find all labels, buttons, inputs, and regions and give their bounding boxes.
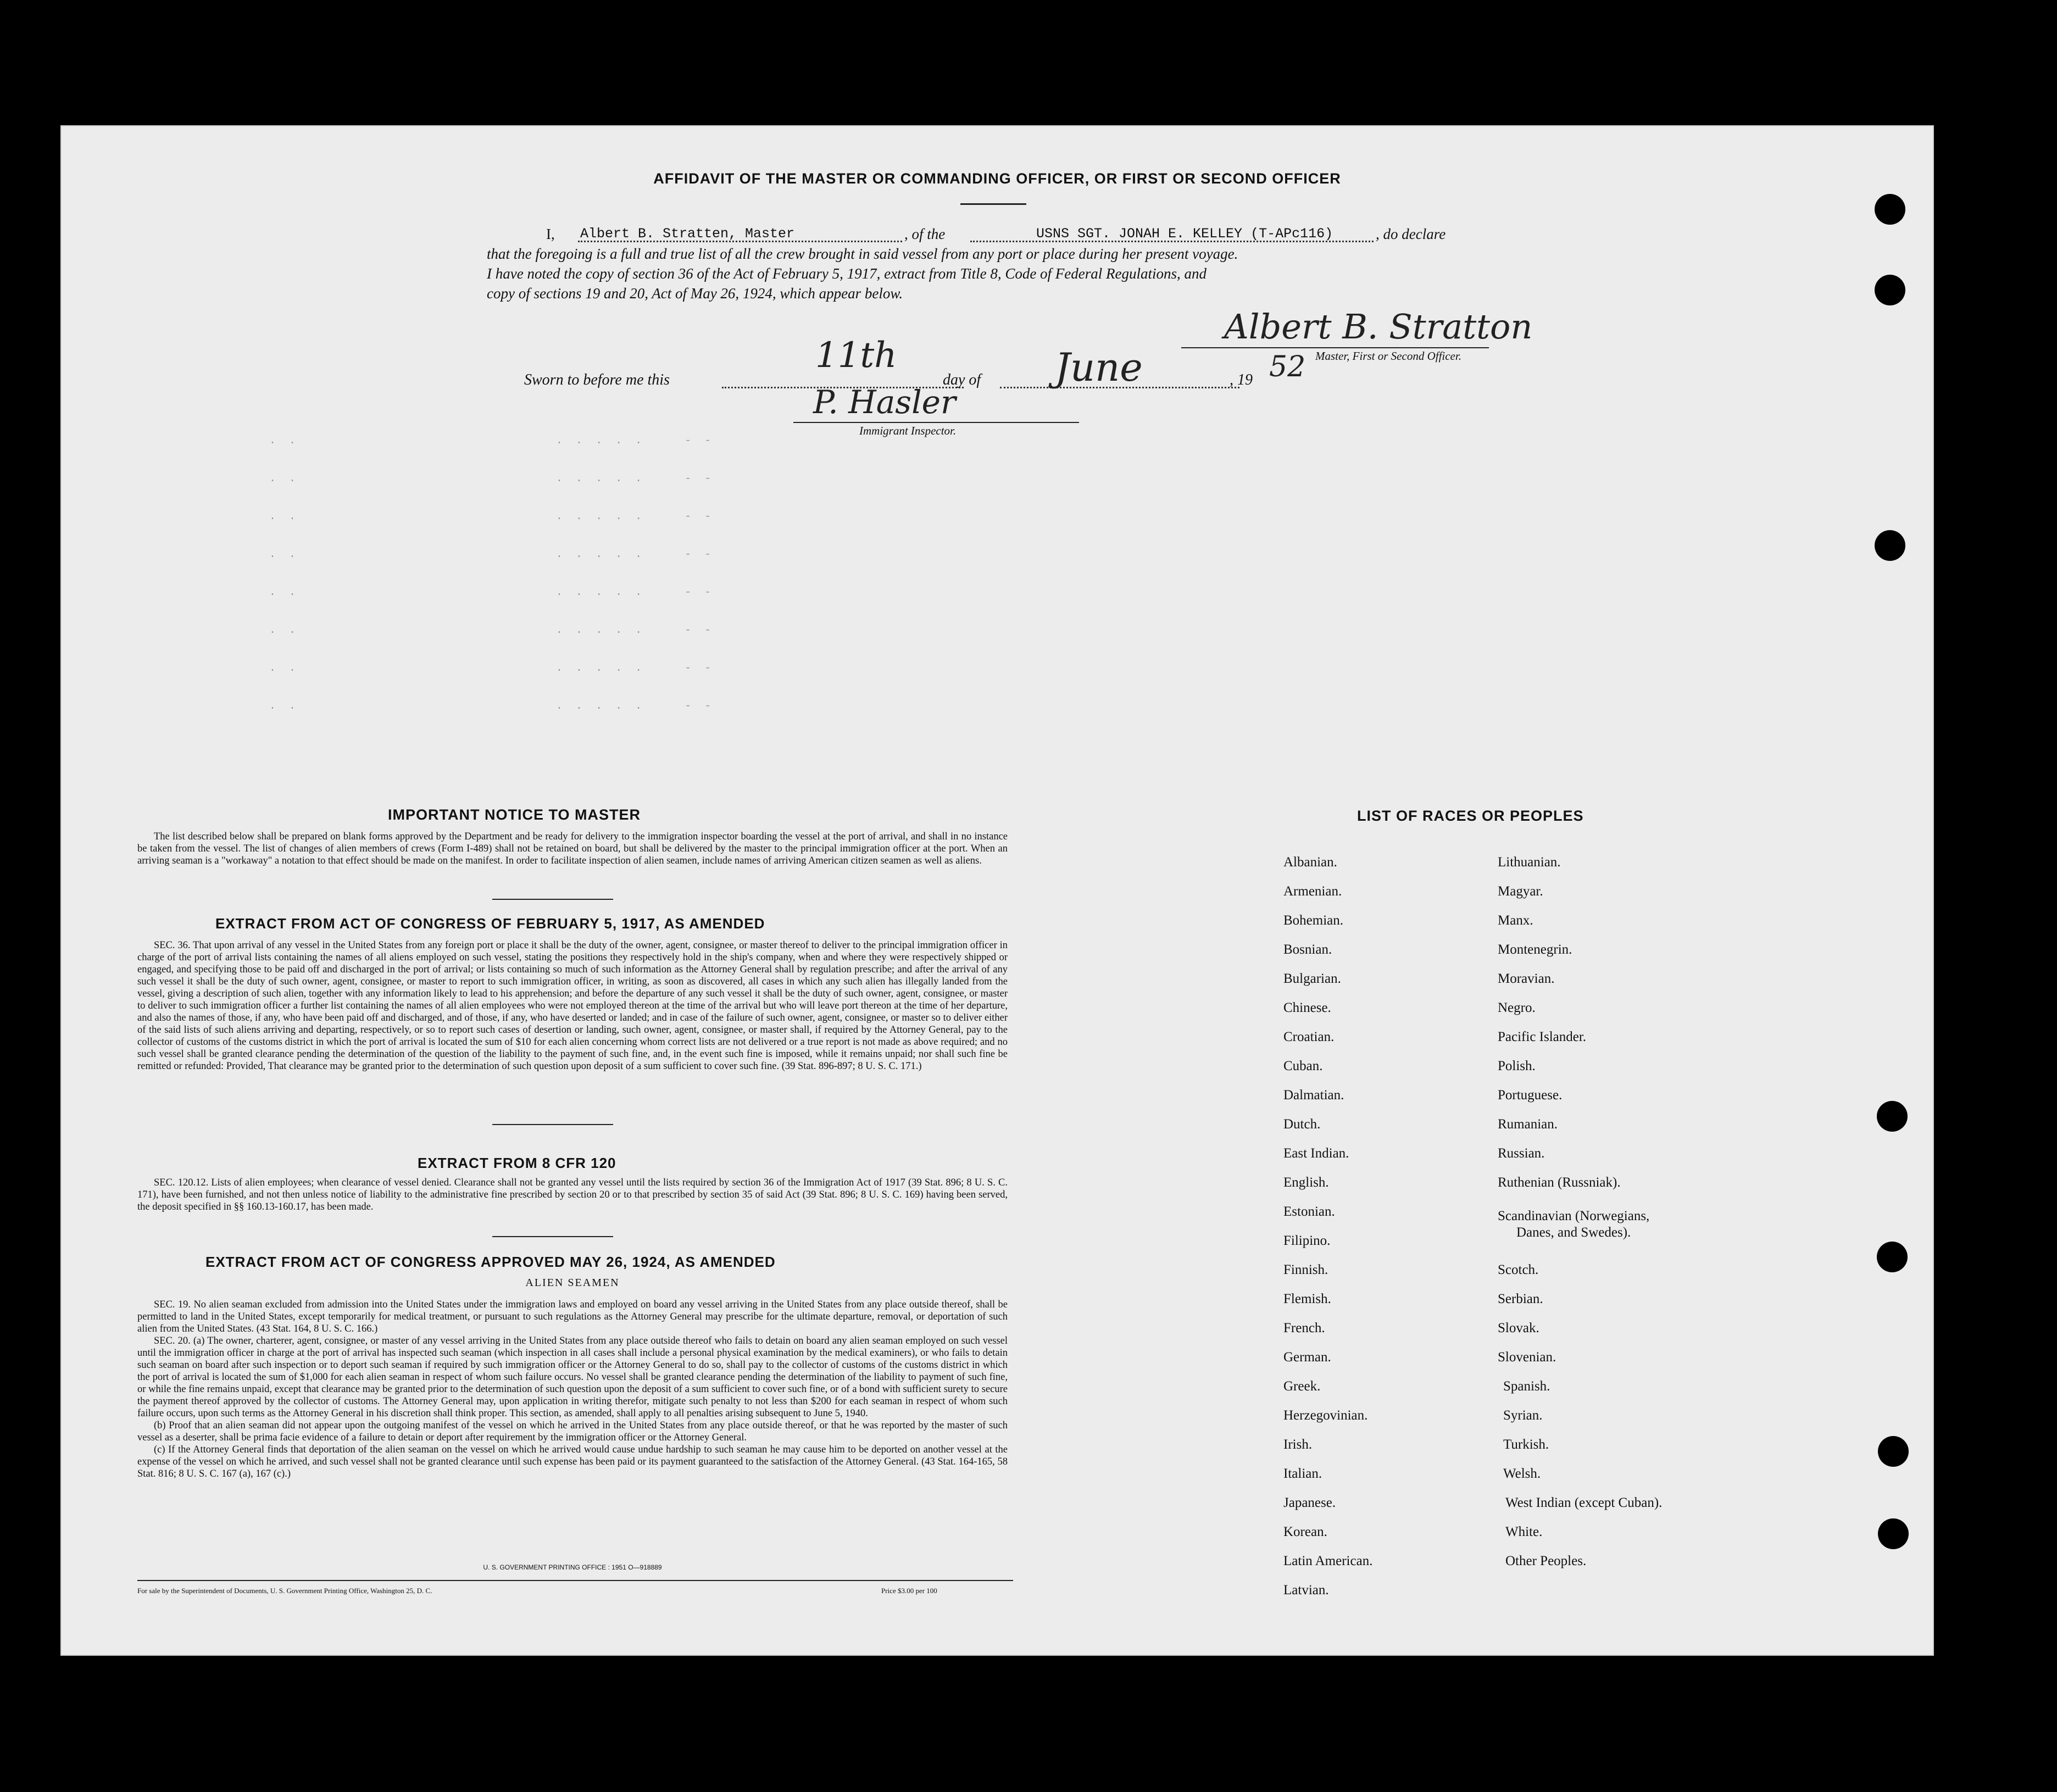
punch-hole — [1877, 1242, 1908, 1272]
race-right-item: Spanish. — [1503, 1379, 1550, 1394]
race-left-item: French. — [1283, 1321, 1325, 1335]
inspector-caption: Immigrant Inspector. — [859, 424, 957, 437]
sec20b-text: (b) Proof that an alien seaman did not appear upon the outgoing manifest of the vessel on which he arrived in the United States from any place outside thereof, or that he was reported by the master of such vessel as a deserter, shall be prima facie evidence of a failure to detain or deport after requirement by the immigration officer or the Attorney General. — [137, 1420, 1008, 1443]
sworn-month: June — [1055, 345, 1143, 390]
affidavit-declaration — [487, 224, 1591, 303]
race-left-item: Chinese. — [1283, 1000, 1331, 1015]
race-left-item: Latvian. — [1283, 1583, 1329, 1598]
race-right-item: Welsh. — [1503, 1466, 1541, 1481]
race-right-item: Serbian. — [1498, 1292, 1543, 1306]
extract-1924-title: EXTRACT FROM ACT OF CONGRESS APPROVED MAY 26, 1924, AS AMENDED — [205, 1254, 776, 1270]
race-right-item: Pacific Islander. — [1498, 1029, 1587, 1044]
i-label: I, — [546, 226, 555, 242]
vessel-name-field: USNS SGT. JONAH E. KELLEY (T-APc116) — [1036, 226, 1333, 242]
extract-1924-body — [137, 1299, 1008, 1480]
year-prefix: , 19 — [1230, 371, 1253, 388]
race-right-item: Rumanian. — [1498, 1117, 1558, 1132]
race-right-item: Russian. — [1498, 1146, 1545, 1161]
race-right-item: Danes, and Swedes). — [1516, 1225, 1631, 1240]
race-right-item: White. — [1505, 1524, 1543, 1539]
title-rule — [960, 203, 1026, 205]
master-signature: Albert B. Stratton — [1224, 307, 1533, 347]
alien-seamen-subtitle: ALIEN SEAMEN — [525, 1277, 620, 1289]
sec19-text: SEC. 19. No alien seaman excluded from admission into the United States under the immigration laws and employed on board any vessel arriving in the United States from any place outside thereof, shall be permitted to land in the United States, except temporarily for medical treatment, or pursuant to such regulations as the Attorney General may prescribe for the ultimate departure, removal, or deportation of such alien from the United States. (43 Stat. 164, 8 U. S. C. 166.) — [137, 1299, 1008, 1334]
notice-text: The list described below shall be prepared on blank forms approved by the Department and be ready for delivery to the immigration inspector boarding the vessel at the port of arrival, and shall in no instance be taken from the vessel. The list of changes of alien members of crews (Form I-489) shall not be retained on board, but shall be delivered by the master to the principal immigration officer at the port. When an arriving seaman is a "workaway" a notation to that effect should be made on the manifest. In order to facilitate inspection of alien seamen, include names of arriving American citizen seamen as well as aliens. — [137, 831, 1008, 866]
affidavit-title: AFFIDAVIT OF THE MASTER OR COMMANDING OFFICER, OR FIRST OR SECOND OFFICER — [653, 170, 1341, 187]
race-right-item: Ruthenian (Russniak). — [1498, 1175, 1621, 1190]
punch-hole — [1877, 1101, 1908, 1132]
race-left-item: Bosnian. — [1283, 942, 1332, 957]
day-of-label: day of — [943, 371, 981, 388]
sworn-label: Sworn to before me this — [524, 371, 670, 388]
race-left-item: Croatian. — [1283, 1029, 1335, 1044]
race-right-item: Portuguese. — [1498, 1088, 1563, 1103]
race-left-item: Korean. — [1283, 1524, 1327, 1539]
extract-1917-title: EXTRACT FROM ACT OF CONGRESS OF FEBRUARY 5, 1917, AS AMENDED — [215, 915, 765, 932]
race-right-item: Magyar. — [1498, 884, 1543, 899]
race-right-item: Negro. — [1498, 1000, 1536, 1015]
race-right-item: Syrian. — [1503, 1408, 1543, 1423]
punch-hole — [1875, 275, 1905, 305]
affidavit-line-3: I have noted the copy of section 36 of the Act of February 5, 1917, extract from Title 8, Code of Federal Regulations, and — [487, 265, 1207, 282]
race-left-item: Italian. — [1283, 1466, 1322, 1481]
race-left-item: German. — [1283, 1350, 1331, 1365]
printing-office-note: U. S. GOVERNMENT PRINTING OFFICE : 1951 O—918889 — [483, 1563, 662, 1571]
race-right-item: Moravian. — [1498, 971, 1555, 986]
race-right-item: Scandinavian (Norwegians, — [1498, 1209, 1650, 1223]
extract-cfr-title: EXTRACT FROM 8 CFR 120 — [418, 1155, 616, 1171]
race-left-item: Bohemian. — [1283, 913, 1344, 928]
race-left-item: Flemish. — [1283, 1292, 1331, 1306]
race-right-item: Polish. — [1498, 1059, 1536, 1073]
punch-hole — [1878, 1518, 1909, 1549]
sworn-day: 11th — [815, 335, 897, 376]
race-left-item: East Indian. — [1283, 1146, 1349, 1161]
race-left-item: Bulgarian. — [1283, 971, 1341, 986]
extract-cfr-text: SEC. 120.12. Lists of alien employees; when clearance of vessel denied. Clearance shall not be granted any vessel until the lists required by section 36 of the Immigration Act of 1917 (39 Stat. 896; 8 U. S. C. 171), have been furnished, and not then unless notice of liability to the administrative fine prescribed by section 20 or to that prescribed by section 35 of said Act (39 Stat. 896; 8 U. S. C. 169) having been served, the deposit specified in §§ 160.13-160.17, has been made. — [137, 1177, 1008, 1212]
race-right-item: Turkish. — [1503, 1437, 1549, 1452]
race-left-item: Estonian. — [1283, 1204, 1335, 1219]
affidavit-line-1 — [487, 224, 1591, 244]
form-page — [60, 125, 1934, 1656]
punch-hole — [1875, 194, 1905, 225]
punch-hole — [1878, 1436, 1909, 1467]
race-right-item: Lithuanian. — [1498, 855, 1561, 870]
race-left-item: Japanese. — [1283, 1495, 1336, 1510]
race-left-item: Herzegovinian. — [1283, 1408, 1368, 1423]
race-right-item: Scotch. — [1498, 1262, 1539, 1277]
race-left-item: Filipino. — [1283, 1233, 1331, 1248]
race-left-item: Cuban. — [1283, 1059, 1323, 1073]
race-right-item: Other Peoples. — [1505, 1554, 1587, 1568]
race-right-item: Slovenian. — [1498, 1350, 1556, 1365]
race-left-item: Finnish. — [1283, 1262, 1328, 1277]
sec20c-text: (c) If the Attorney General finds that deportation of the alien seaman on the vessel on which he arrived would cause undue hardship to such seaman he may cause him to be deported on another vessel at the expense of the vessel on which he arrived, and such vessel shall not be granted clearance until such expense has been paid or its payment guaranteed to the satisfaction of the Attorney General. (43 Stat. 164-165, 58 Stat. 816; 8 U. S. C. 167 (a), 167 (c).) — [137, 1444, 1008, 1479]
race-right-item: Slovak. — [1498, 1321, 1539, 1335]
race-left-item: English. — [1283, 1175, 1329, 1190]
race-right-item: Montenegrin. — [1498, 942, 1572, 957]
inspector-signature: P. Hasler — [813, 383, 956, 421]
race-left-item: Albanian. — [1283, 855, 1337, 870]
extract-1917-text: SEC. 36. That upon arrival of any vessel in the United States from any foreign port or place it shall be the duty of the owner, agent, consignee, or master thereof to deliver to the principal immigration officer in charge of the port of arrival lists containing the names of all aliens employed on such vessel, stating the positions they respectively hold in the ship's company, when and where they were respectively shipped or engaged, and specifying those to be paid off and discharged in the port of arrival; or lists containing so much of such information as the Attorney General shall by regulation prescribe; and after the arrival of any such vessel it shall be the duty of such owner, agent, consignee, or master to report to such immigration officer, in writing, as soon as discovered, all cases in which any such alien has illegally landed from the vessel, giving a description of such alien, together with any information likely to lead to his apprehension; and before the departure of any such vessel it shall be the duty of such owner, agent, consignee, or master to deliver to such immigration officer a further list containing the names of all alien employees who were not employed thereon at the time of the arrival but who will leave port thereon at the time of her departure, and also the names of those, if any, who have been paid off and discharged, and of those, if any, who have deserted or landed; and in case of the failure of such owner, agent, consignee, or master so to deliver either of the said lists of such aliens arriving and departing, respectively, or so to report such cases of desertion or landing, such owner, agent, consignee, or master shall, if required by the Attorney General, pay to the collector of customs of the customs district in which the port of arrival is located the sum of $10 for each alien concerning whom correct lists are not delivered or a true report is not made as above required; and no such vessel shall be granted clearance pending the determination of the question of the liability to the payment of such fine, and, in the event such fine is imposed, while it remains unpaid; nor shall such fine be remitted or refunded: Provided, That clearance may be granted prior to the determination of such question upon deposit of a sum sufficient to cover such fine. (39 Stat. 896-897; 8 U. S. C. 171.) — [137, 940, 1008, 1072]
affidavit-line-2: that the foregoing is a full and true list of all the crew brought in said vessel from any port or place during her present voyage. — [487, 246, 1238, 262]
race-right-item: Manx. — [1498, 913, 1533, 928]
punch-hole — [1875, 530, 1905, 561]
race-left-item: Latin American. — [1283, 1554, 1373, 1568]
declare-label: , do declare — [1376, 226, 1446, 242]
race-left-item: Greek. — [1283, 1379, 1321, 1394]
race-left-item: Dutch. — [1283, 1117, 1321, 1132]
races-title: LIST OF RACES OR PEOPLES — [1357, 808, 1584, 824]
affidavit-line-4: copy of sections 19 and 20, Act of May 26, 1924, which appear below. — [487, 285, 903, 302]
sworn-year: 52 — [1269, 350, 1306, 383]
bleed-through-marks: . . . . . . . - - . . . . . . . - - . . . . . . . - - . . . . . . . - - . . . . . . . - - . . . . . . . - - . . . . . . . - - . . . . . . . - - — [269, 435, 715, 713]
sec20a-text: SEC. 20. (a) The owner, charterer, agent, consignee, or master of any vessel arriving in the United States from any place outside thereof who fails to detain on board any alien seaman employed on such vessel until the immigration officer in charge at the port of arrival has inspected such seaman (which inspection in all cases shall include a personal physical examination by the medical examiners), or who fails to detain such seaman on board after such inspection or to deport such seaman if required by such immigration officer or the Attorney General to do so, shall pay to the collector of customs of the customs district in which the port of arrival is located the sum of $1,000 for each alien seaman in respect of whom such failure occurs. No vessel shall be granted clearance pending the determination of the liability to payment of such fine, or while the fine remains unpaid, except that clearance may be granted prior to the determination of such question upon the deposit of a sum sufficient to cover such fine, or of a bond with sufficient surety to secure the payment thereof approved by the collector of customs. The Attorney General may, upon application in writing therefor, mitigate such penalty to not less than $200 for each seaman in respect of whom such failure occurs, upon such terms as the Attorney General in his discretion shall think proper. This section, as amended, shall apply to all penalties arising subsequent to June 5, 1940. — [137, 1335, 1008, 1419]
race-left-item: Armenian. — [1283, 884, 1342, 899]
race-left-item: Dalmatian. — [1283, 1088, 1344, 1103]
of-the-label: , of the — [904, 226, 946, 242]
notice-title: IMPORTANT NOTICE TO MASTER — [388, 806, 641, 823]
race-left-item: Irish. — [1283, 1437, 1313, 1452]
race-right-item: West Indian (except Cuban). — [1505, 1495, 1663, 1510]
signature-caption: Master, First or Second Officer. — [1315, 349, 1461, 363]
for-sale-note: For sale by the Superintendent of Documents, U. S. Government Printing Office, Washington 25, D. C. — [137, 1587, 432, 1595]
master-name-field: Albert B. Stratten, Master — [580, 226, 795, 242]
price-note: Price $3.00 per 100 — [881, 1587, 937, 1595]
